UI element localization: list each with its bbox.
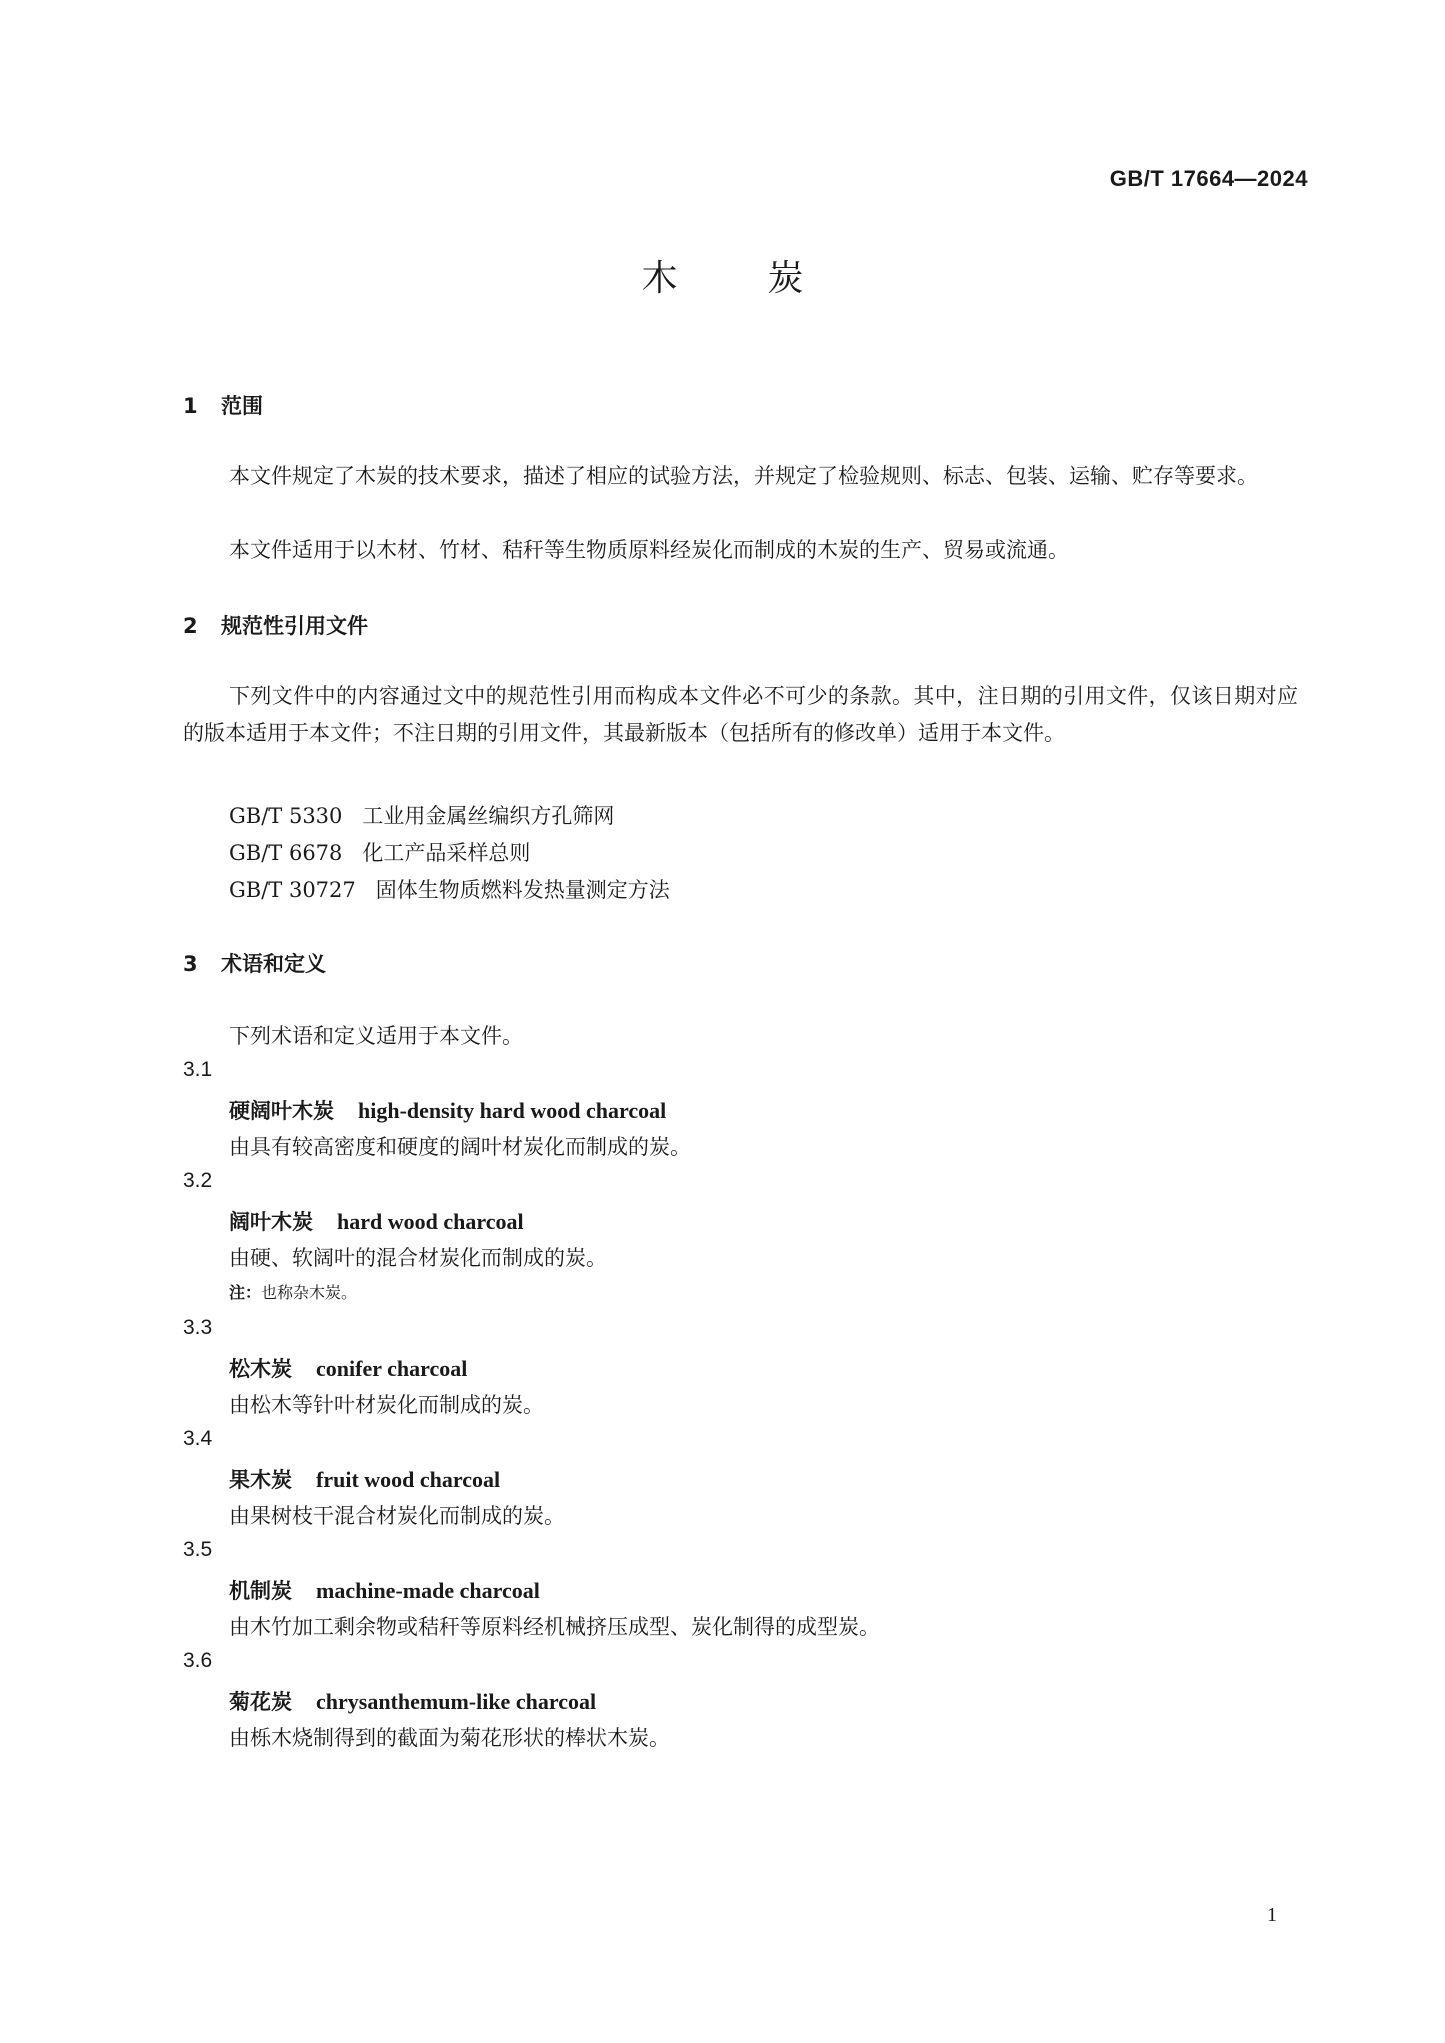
reference-item <box>229 837 530 867</box>
note-text: 也称杂木炭。 <box>261 1283 358 1302</box>
terms-intro: 下列术语和定义适用于本文件。 <box>229 1024 523 1048</box>
term-en: conifer charcoal <box>316 1356 468 1381</box>
term-number: 3.2 <box>183 1169 213 1192</box>
term-definition: 由果树枝干混合材炭化而制成的炭。 <box>229 1504 565 1528</box>
section-number: 2 <box>183 614 198 638</box>
normative-refs-intro: 下列文件中的内容通过文中的规范性引用而构成本文件必不可少的条款。其中，注日期的引用文件，仅该日期对应的版本适用于本文件；不注日期的引用文件，其最新版本（包括所有的修改单）适用于本文件。 <box>183 684 1298 745</box>
term-number: 3.6 <box>183 1649 213 1672</box>
page-number: 1 <box>1267 1904 1277 1926</box>
term-title <box>229 1095 666 1125</box>
reference-title: 工业用金属丝编织方孔筛网 <box>362 804 615 828</box>
reference-item <box>229 800 614 830</box>
term-zh: 松木炭 <box>229 1357 292 1381</box>
term-title <box>229 1464 500 1494</box>
term-title <box>229 1686 596 1716</box>
term-number: 3.1 <box>183 1058 213 1081</box>
term-definition: 由木竹加工剩余物或秸秆等原料经机械挤压成型、炭化制得的成型炭。 <box>229 1615 880 1639</box>
standard-number: GB/T 17664—2024 <box>1109 166 1308 191</box>
term-zh: 阔叶木炭 <box>229 1210 313 1234</box>
section-title: 术语和定义 <box>221 952 326 976</box>
note-label: 注： <box>229 1283 262 1302</box>
term-note <box>229 1280 357 1303</box>
section-heading-terms <box>183 948 326 978</box>
term-zh: 果木炭 <box>229 1468 292 1492</box>
term-en: fruit wood charcoal <box>316 1467 501 1492</box>
scope-paragraph-2: 本文件适用于以木材、竹材、秸秆等生物质原料经炭化而制成的木炭的生产、贸易或流通。 <box>229 538 1069 562</box>
term-number: 3.5 <box>183 1538 213 1561</box>
reference-item <box>229 874 670 904</box>
term-definition: 由具有较高密度和硬度的阔叶材炭化而制成的炭。 <box>229 1135 691 1159</box>
term-title <box>229 1575 540 1605</box>
term-number: 3.4 <box>183 1427 213 1450</box>
term-zh: 菊花炭 <box>229 1690 292 1714</box>
term-number: 3.3 <box>183 1316 213 1339</box>
section-number: 3 <box>183 952 198 976</box>
reference-code: GB/T 6678 <box>229 841 343 865</box>
term-en: high-density hard wood charcoal <box>358 1098 667 1123</box>
reference-title: 固体生物质燃料发热量测定方法 <box>375 878 670 902</box>
section-title: 范围 <box>221 394 263 418</box>
term-en: machine-made charcoal <box>316 1578 540 1603</box>
term-en: chrysanthemum-like charcoal <box>316 1689 597 1714</box>
term-title <box>229 1353 467 1383</box>
reference-title: 化工产品采样总则 <box>362 841 531 865</box>
term-title <box>229 1206 524 1236</box>
section-number: 1 <box>183 394 198 418</box>
term-zh: 硬阔叶木炭 <box>229 1099 334 1123</box>
term-en: hard wood charcoal <box>337 1209 524 1234</box>
document-title: 木炭 <box>641 258 894 299</box>
section-title: 规范性引用文件 <box>221 614 368 638</box>
term-definition: 由松木等针叶材炭化而制成的炭。 <box>229 1393 544 1417</box>
term-definition: 由栎木烧制得到的截面为菊花形状的棒状木炭。 <box>229 1726 670 1750</box>
term-definition: 由硬、软阔叶的混合材炭化而制成的炭。 <box>229 1246 607 1270</box>
reference-code: GB/T 30727 <box>229 878 356 902</box>
reference-code: GB/T 5330 <box>229 804 343 828</box>
term-zh: 机制炭 <box>229 1579 292 1603</box>
scope-paragraph-1: 本文件规定了木炭的技术要求，描述了相应的试验方法，并规定了检验规则、标志、包装、运输、贮存等要求。 <box>229 464 1258 488</box>
section-heading-scope <box>183 390 263 420</box>
section-heading-normative-refs <box>183 610 368 640</box>
